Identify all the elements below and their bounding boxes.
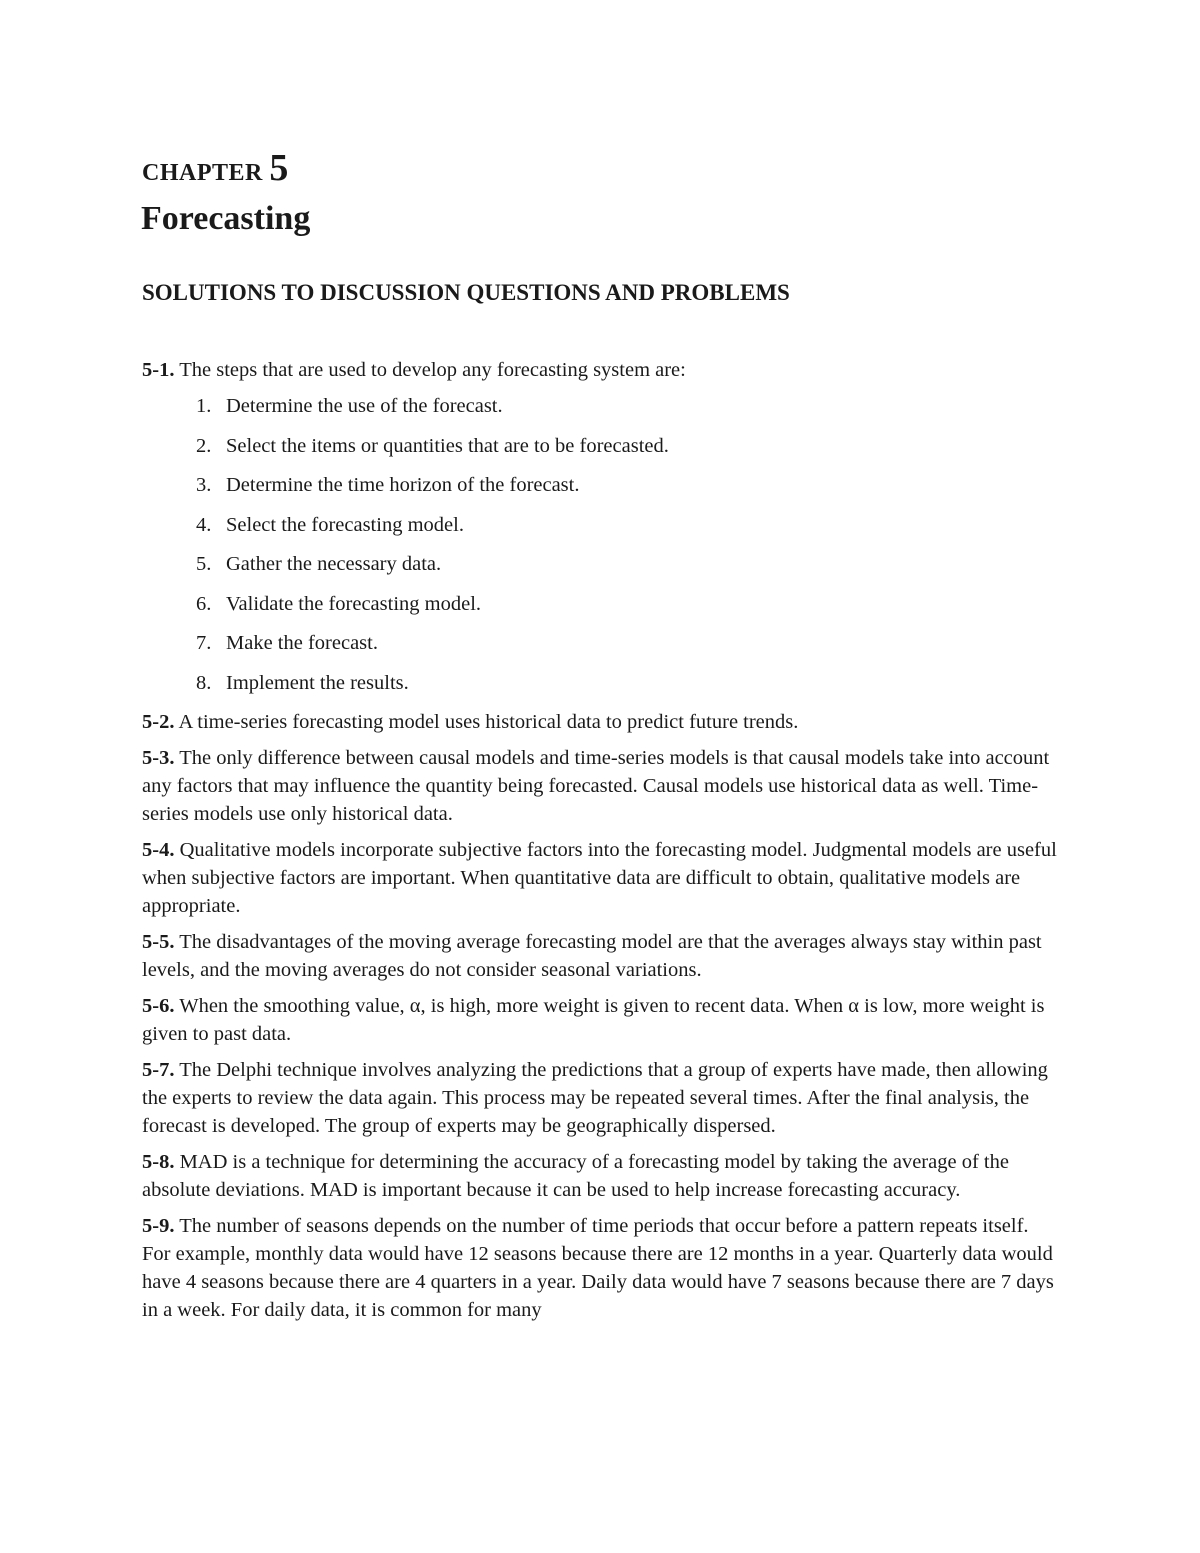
question-5-3: 5-3. The only difference between causal models and time-series models is that causal models take into account any factors that may influence the quantity being forecasted. Causal models use historical data as well. Time-series models use only historical data. (142, 747, 1050, 825)
list-item: 2. Select the items or quantities that are to be forecasted. (196, 434, 669, 457)
chapter-title: Forecasting (141, 200, 311, 237)
question-5-1: 5-1. The steps that are used to develop any forecasting system are: (142, 359, 686, 381)
questions-body (142, 356, 1057, 1332)
question-5-5: 5-5. The disadvantages of the moving average forecasting model are that the averages always stay within past levels, and the moving averages do not consider seasonal variations. (142, 931, 1042, 981)
chapter-number: 5 (269, 147, 289, 189)
question-5-8: 5-8. MAD is a technique for determining the accuracy of a forecasting model by taking the average of the absolute deviations. MAD is important because it can be used to help increase forecasting accuracy. (142, 1151, 1009, 1201)
question-5-9: 5-9. The number of seasons depends on the number of time periods that occur before a pattern repeats itself. For example, monthly data would have 12 seasons because there are 12 months in a year. Quarterly data would have 4 seasons because there are 4 quarters in a year. Daily data would have 7 seasons because there are 7 days in a week. For daily data, it is common for many (142, 1215, 1054, 1321)
question-5-2: 5-2. A time-series forecasting model uses historical data to predict future trends. (142, 711, 799, 733)
question-5-7: 5-7. The Delphi technique involves analyzing the predictions that a group of experts have made, then allowing the experts to review the data again. This process may be repeated several times. After the final analysis, the forecast is developed. The group of experts may be geographically dispersed. (142, 1059, 1048, 1137)
list-item: 1. Determine the use of the forecast. (196, 395, 503, 417)
question-5-4: 5-4. Qualitative models incorporate subjective factors into the forecasting model. Judgmental models are useful when subjective factors are important. When quantitative data are difficult to obtain, qualitative models are appropriate. (142, 839, 1057, 917)
list-item: 3. Determine the time horizon of the forecast. (196, 474, 580, 496)
list-item: 6. Validate the forecasting model. (196, 592, 482, 615)
steps-list (142, 392, 1057, 697)
list-item: 7. Make the forecast. (196, 632, 378, 654)
question-5-6: 5-6. When the smoothing value, α, is high, more weight is given to recent data. When α is low, more weight is given to past data. (142, 995, 1045, 1045)
chapter-label: CHAPTER 5 (142, 147, 289, 189)
list-item: 8. Implement the results. (196, 671, 409, 694)
section-heading: SOLUTIONS TO DISCUSSION QUESTIONS AND PROBLEMS (142, 280, 790, 305)
list-item: 5. Gather the necessary data. (196, 553, 442, 575)
list-item: 4. Select the forecasting model. (196, 513, 464, 536)
